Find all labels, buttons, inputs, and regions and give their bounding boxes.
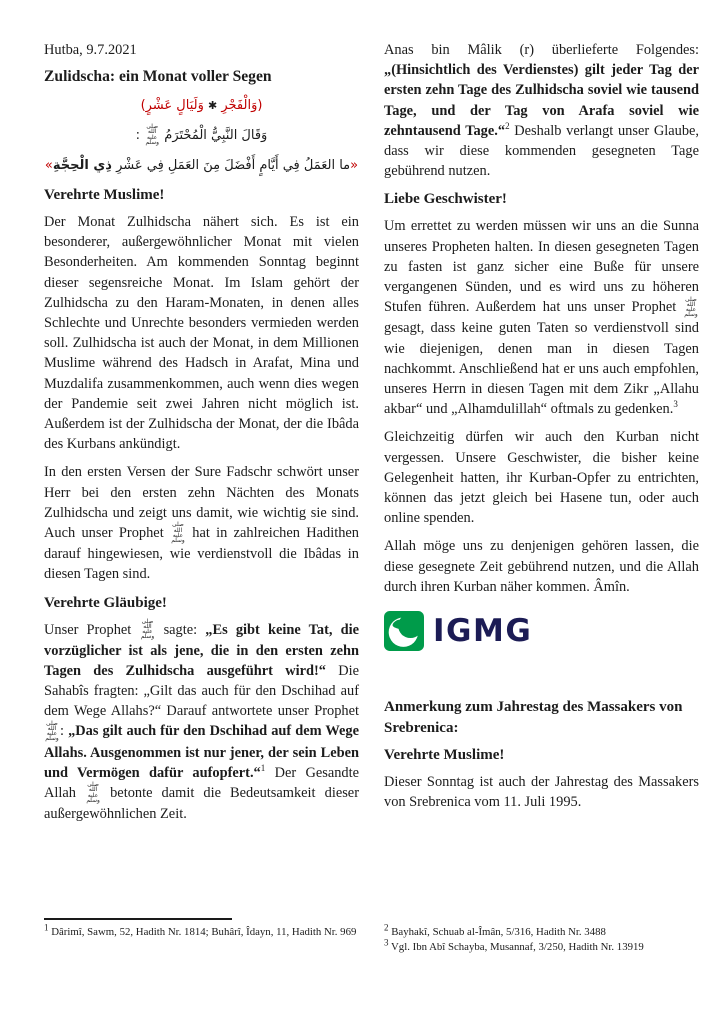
- text-run: صلى الله عليه وسلم: [86, 782, 100, 804]
- paragraph: [44, 462, 359, 584]
- date-line: Hutba, 9.7.2021: [44, 42, 137, 58]
- text-run: :: [60, 723, 69, 740]
- text-run: Deshalb verlangt unser Glaube, dass wir diese kommenden gesegneten Tage gebührend nutzen.: [384, 122, 699, 180]
- text-run: In den ersten Versen der Sure Fadschr schwört unser Herr bei den ersten zehn Nächten des Monats Zulhidscha und zeigt uns damit, wie wichtig sie sind. Auch unser Prophet: [44, 464, 359, 542]
- section-heading-verehrte-glaeubige: Verehrte Gläubige!: [44, 594, 167, 611]
- text-run: صلى الله عليه وسلم: [145, 124, 159, 146]
- paragraph: [384, 536, 699, 597]
- text-run: «: [350, 158, 359, 173]
- text-run: »: [44, 158, 53, 173]
- text-run: صلى الله عليه وسلم: [140, 618, 155, 641]
- text-run: sagte:: [155, 621, 206, 638]
- text-run: 3: [673, 399, 678, 410]
- text-run: Allah möge uns zu denjenigen gehören lassen, die diese gesegnete Zeit gebührend nutzen, und die Allah durch ihren Kurban näher kommen. Âmîn.: [384, 538, 699, 595]
- text-run: 1: [260, 762, 266, 773]
- igmg-logo-icon: [384, 611, 424, 651]
- text-run: gesagt, dass keine guten Taten so verdienstvoll sind wie diejenigen, denen man in diesen Tagen nachkommt. Anschließend hat er uns auch empfohlen, unseres Herrn in diesen Tagen mit dem Zikr „Allahu akbar“ und „Alhamdulillah“ oftmals zu gedenken.: [384, 320, 699, 418]
- text-run: Gleichzeitig dürfen wir auch den Kurban nicht vergessen. Unsere Geschwister, die bisher keine Gelegenheit hatten, ihr Kurban-Opfer zu entrichten, können das jetzt gleich bei Hasene tun, oder auch online spenden.: [384, 429, 699, 527]
- section-heading-liebe-geschwister: Liebe Geschwister!: [384, 191, 507, 208]
- text-run: صلى الله عليه وسلم: [171, 522, 185, 544]
- text-run: صلى الله عليه وسلم: [45, 720, 59, 743]
- footnote-separator: [44, 918, 232, 920]
- document-title: Zulidscha: ein Monat voller Segen: [44, 68, 272, 85]
- text-run: ✱: [208, 99, 218, 112]
- text-run: ما العَمَلُ فِي أَيَّامٍ أَفْضَلَ مِنَ العَمَلِ فِي عَشْرِ: [111, 158, 351, 173]
- text-run: Vgl. Ibn Abî Schayba, Musannaf, 3/250, Hadith Nr. 13919: [388, 940, 644, 953]
- text-run: Dârimî, Sawm, 52, Hadith Nr. 1814; Buhârî, Îdayn, 11, Hadith Nr. 969: [48, 926, 357, 938]
- text-run: وَلَيَالٍ عَشْرٍ): [140, 98, 208, 113]
- text-run: (وَالْفَجْرِ: [217, 98, 263, 113]
- paragraph: [44, 620, 359, 825]
- text-run: Die Sahabîs fragten: „Gilt das auch für den Dschihad auf dem Wege Allahs?“ Darauf antwortete unser Prophet: [44, 662, 359, 720]
- text-run: Unser Prophet: [44, 621, 140, 638]
- paragraph: [44, 212, 359, 454]
- paragraph: [384, 40, 699, 181]
- text-run: 2: [505, 121, 510, 132]
- text-run: hat in zahlreichen Hadithen darauf hingewiesen, wie verdienstvoll die Ibâdas in diesen Tagen sind.: [44, 525, 359, 583]
- text-run: صلى الله عليه وسلم: [684, 296, 698, 319]
- section-heading-anmerkung-srebrenica: Anmerkung zum Jahrestag des Massakers von Srebrenica:: [384, 698, 683, 736]
- footnotes-left: [44, 918, 359, 940]
- text-run: Dieser Sonntag ist auch der Jahrestag des Massakers von Srebrenica vom 11. Juli 1995.: [384, 773, 699, 811]
- footnote-3: [384, 936, 699, 955]
- text-run: 2: [384, 922, 389, 933]
- arabic-hadith-text: [44, 153, 359, 179]
- footnote-2: [384, 922, 699, 940]
- text-run: „Das gilt auch für den Dschihad auf dem Wege Allahs. Ausgenommen ist nur jener, der sein Leben und Vermögen dafür aufopfert.“: [44, 723, 359, 781]
- text-run: betonte damit die Bedeutsamkeit dieser außergewöhnlichen Zeit.: [44, 784, 359, 823]
- text-run: Bayhakî, Schuab al-Îmân, 5/316, Hadith Nr. 3488: [388, 926, 606, 938]
- text-run: Anas bin Mâlik (r) überlieferte Folgendes:: [384, 42, 699, 58]
- arabic-hadith-intro: [44, 123, 359, 149]
- paragraph: [384, 772, 699, 812]
- igmg-logo: [384, 609, 699, 653]
- right-column: [384, 40, 699, 1024]
- text-run: „(Hinsichtlich des Verdienstes) gilt jeder Tag der ersten zehn Tage des Zulhidscha soviel wie tausend Tage, und der Tag von Arafa soviel wie zehntausend Tage.“: [384, 62, 699, 139]
- text-run: 3: [384, 936, 389, 947]
- text-run: Um errettet zu werden müssen wir uns an die Sunna unseres Propheten halten. In diesen gesegneten Tagen zu fasten ist ganz sicher eine Buße für unsere vergangenen Sünden, und es wird uns zu höheren Stufen führen. Außerdem hat uns unser Prophet: [384, 218, 699, 316]
- text-run: وَقَالَ النَّبِيُّ الْمُحْتَرَمُ: [160, 128, 268, 143]
- text-run: „Es gibt keine Tat, die vorzüglicher ist als jene, die in den ersten zehn Tagen des Zulhidscha ausgeführt wird!“: [44, 621, 359, 679]
- paragraph: [384, 216, 699, 419]
- left-column: [44, 40, 359, 1024]
- arabic-quran-verse: [44, 93, 359, 119]
- text-run: ذِي الْحِجَّةِ: [52, 158, 112, 173]
- text-run: 1: [44, 922, 49, 933]
- footnote-1: [44, 922, 359, 940]
- text-run: Der Monat Zulhidscha nähert sich. Es ist ein besonderer, außergewöhnlicher Monat mit vielen Besonderheiten. Am kommenden Sonntag beginnt dieser segensreiche Monat. Im Islam gehört der Zulhidscha zu den Haram-Monaten, in denen alles Schlechte und Unrechte besonders vermieden werden soll. Zulhidscha ist auch der Monat, in dem Millionen Muslime während des Hadsch in Arafat, Mina und Muzdalifa zusammenkommen, auch wenn dies wegen der Pandemie seit zwei Jahren nicht möglich ist. Außerdem ist der Zulhidscha der Monat, der die Ibâda des Kurbans ankündigt.: [44, 214, 359, 453]
- footnotes-right: [384, 922, 699, 954]
- text-run: :: [135, 128, 145, 143]
- paragraph: [384, 427, 699, 528]
- section-heading-verehrte-muslime: Verehrte Muslime!: [44, 187, 165, 203]
- text-run: Der Gesandte Allah: [44, 764, 360, 801]
- section-heading-verehrte-muslime-2: Verehrte Muslime!: [384, 746, 505, 763]
- igmg-logo-wordmark: IGMG: [433, 612, 533, 649]
